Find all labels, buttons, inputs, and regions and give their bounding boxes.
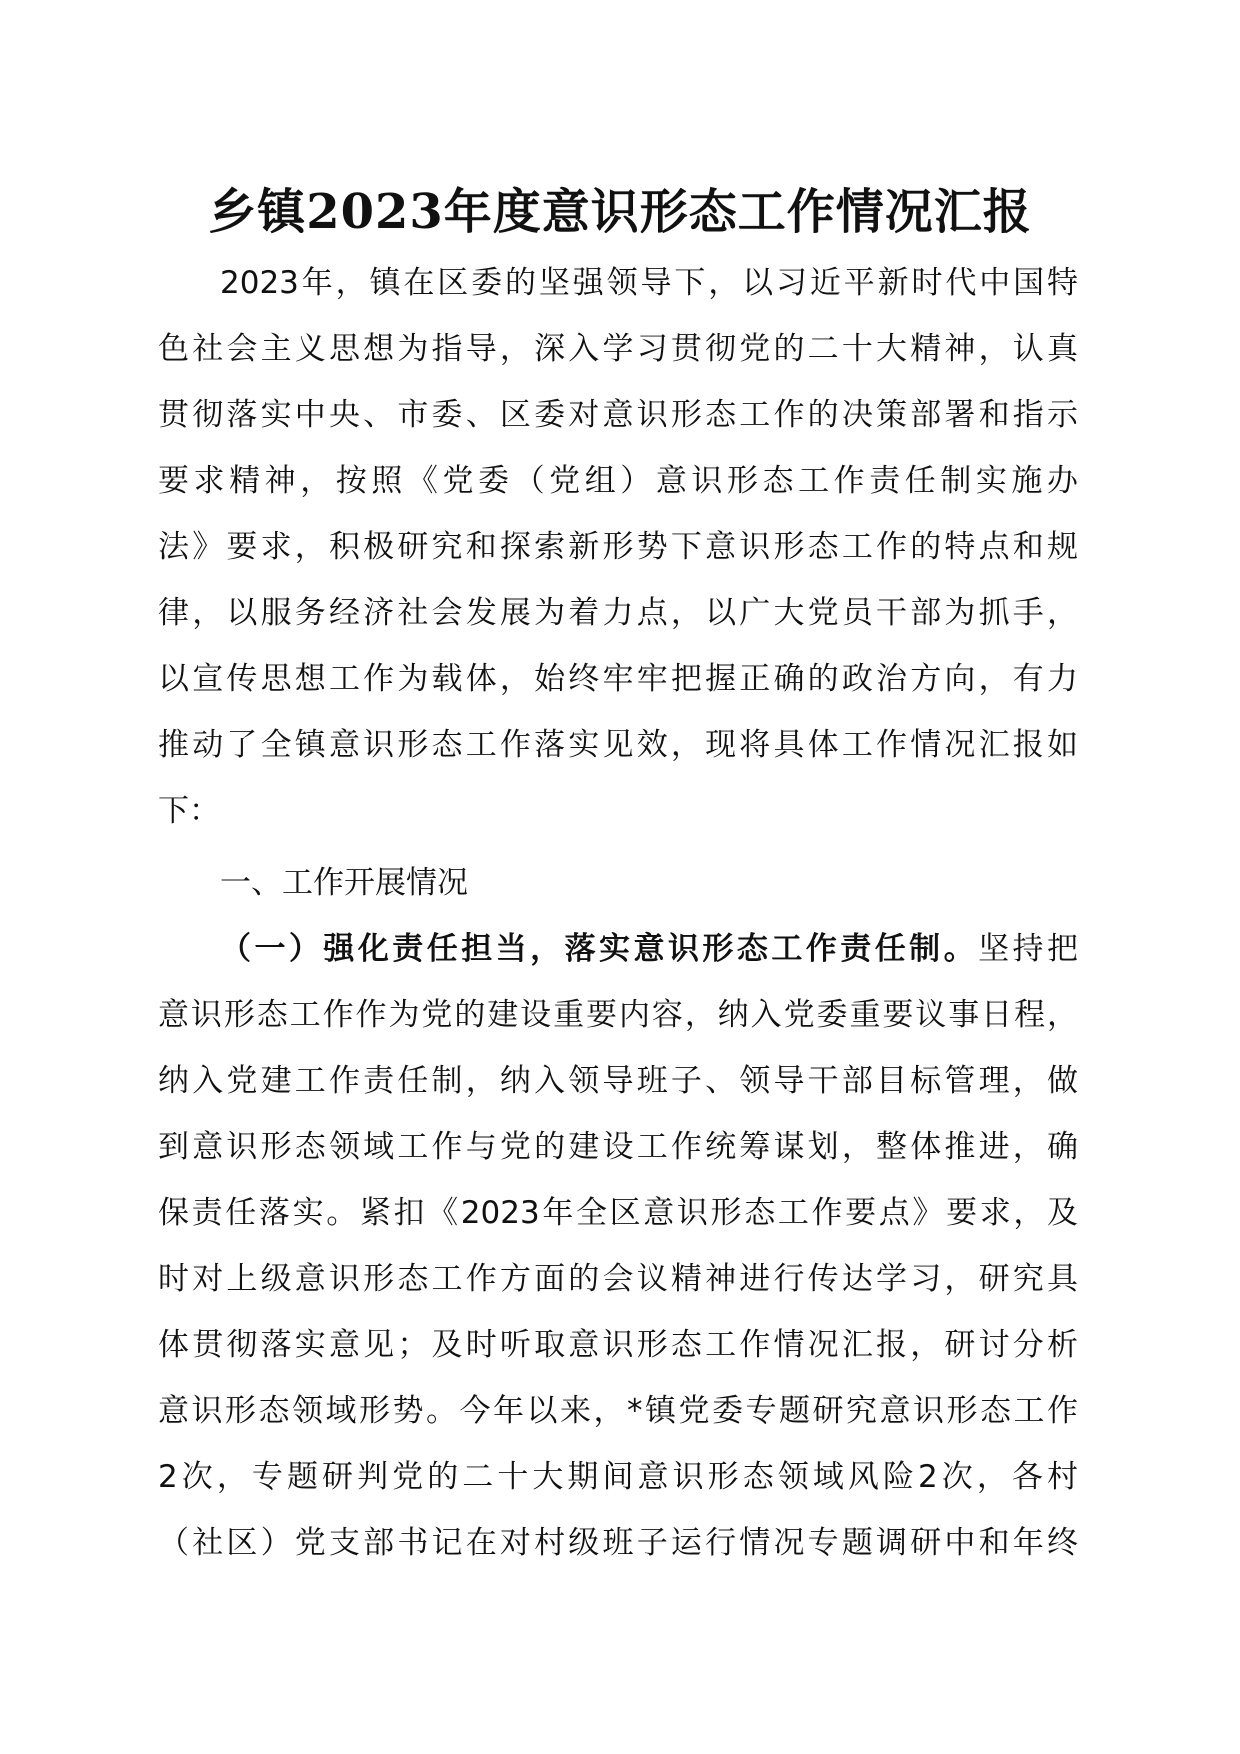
paragraph-line: 时对上级意识形态工作方面的会议精神进行传达学习，研究具: [158, 1261, 1078, 1297]
paragraph-line: 2次，专题研判党的二十大期间意识形态领域风险2次，各村: [158, 1459, 1078, 1495]
section-heading: 一、工作开展情况: [220, 865, 468, 901]
paragraph-line: 下：: [158, 793, 220, 829]
paragraph-line: 以宣传思想工作为载体，始终牢牢把握正确的政治方向，有力: [158, 661, 1078, 697]
subsection-lead-text: 坚持把: [978, 931, 1078, 967]
paragraph-line: 2023年，镇在区委的坚强领导下，以习近平新时代中国特: [220, 265, 1078, 301]
paragraph-line: 保责任落实。紧扣《2023年全区意识形态工作要点》要求，及: [158, 1195, 1078, 1231]
paragraph-line: 色社会主义思想为指导，深入学习贯彻党的二十大精神，认真: [158, 331, 1078, 367]
document-title: 乡镇2023年度意识形态工作情况汇报: [208, 184, 1032, 240]
paragraph-line: 法》要求，积极研究和探索新形势下意识形态工作的特点和规: [158, 529, 1078, 565]
paragraph-line: 律，以服务经济社会发展为着力点，以广大党员干部为抓手，: [158, 595, 1078, 631]
subsection-heading: （一）强化责任担当，落实意识形态工作责任制。: [220, 931, 979, 967]
paragraph-line: 意识形态领域形势。今年以来，*镇党委专题研究意识形态工作: [158, 1393, 1078, 1429]
paragraph-line: 推动了全镇意识形态工作落实见效，现将具体工作情况汇报如: [158, 727, 1078, 763]
paragraph-line: 纳入党建工作责任制，纳入领导班子、领导干部目标管理，做: [158, 1063, 1078, 1099]
document-body: [158, 250, 1078, 1576]
paragraph-line: 要求精神，按照《党委（党组）意识形态工作责任制实施办: [158, 463, 1078, 499]
paragraph-line: 到意识形态领域工作与党的建设工作统筹谋划，整体推进，确: [158, 1129, 1078, 1165]
paragraph-line: 意识形态工作作为党的建设重要内容，纳入党委重要议事日程，: [158, 997, 1078, 1033]
subsection-line: [158, 916, 1078, 982]
paragraph-line: （社区）党支部书记在对村级班子运行情况专题调研中和年终: [158, 1525, 1078, 1561]
paragraph-line: 体贯彻落实意见；及时听取意识形态工作情况汇报，研讨分析: [158, 1327, 1078, 1363]
paragraph-line: 贯彻落实中央、市委、区委对意识形态工作的决策部署和指示: [158, 397, 1078, 433]
